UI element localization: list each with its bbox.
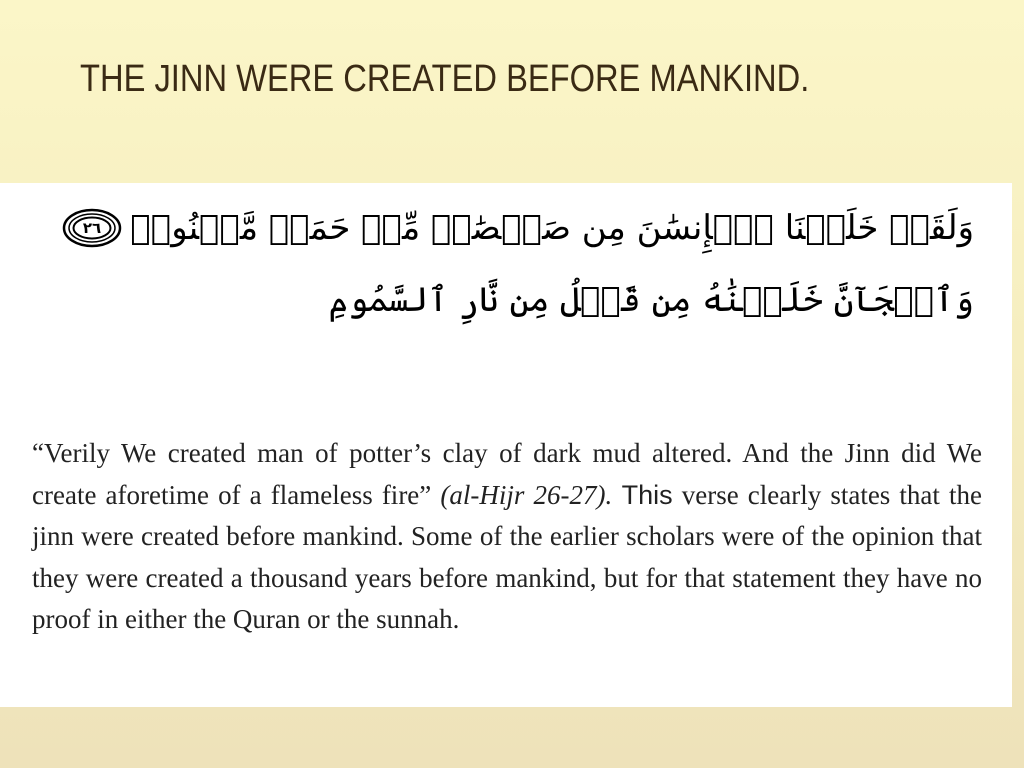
quran-verse (34, 203, 974, 347)
translation-explanation: verse clearly states that the jinn were created before mankind. Some of the earlier scholars were of the opinion that they were created a thousand years before mankind, but for that statement they have no proof in either the Quran or the sunnah. (32, 479, 982, 634)
verse-line-2: وَٱلۡجَآنَّ خَلَقۡنَٰهُ مِن قَبۡلُ مِن نَّارِ ٱلسَّمُومِ (328, 280, 974, 320)
translation-this-word: This (612, 479, 673, 510)
translation-quote: “Verily We created man of potter’s clay of dark mud altered. And the Jinn did We create aforetime of a flameless fire” (32, 438, 982, 510)
surah-reference: (al-Hijr 26-27). (440, 479, 613, 510)
slide-title: THE JINN WERE CREATED BEFORE MANKIND. (80, 58, 810, 100)
content-panel (0, 183, 1012, 707)
verse-line-1-text: وَلَقَدۡ خَلَقۡنَا ٱلۡإِنسَٰنَ مِن صَلۡصَٰلٖ مِّنۡ حَمَإٖ مَّسۡنُونٖ (130, 208, 974, 248)
translation-paragraph (32, 433, 982, 641)
ayah-number: ٢٦ (83, 219, 102, 237)
ayah-number-ornament-icon (62, 208, 122, 248)
verse-line-1 (34, 203, 974, 253)
